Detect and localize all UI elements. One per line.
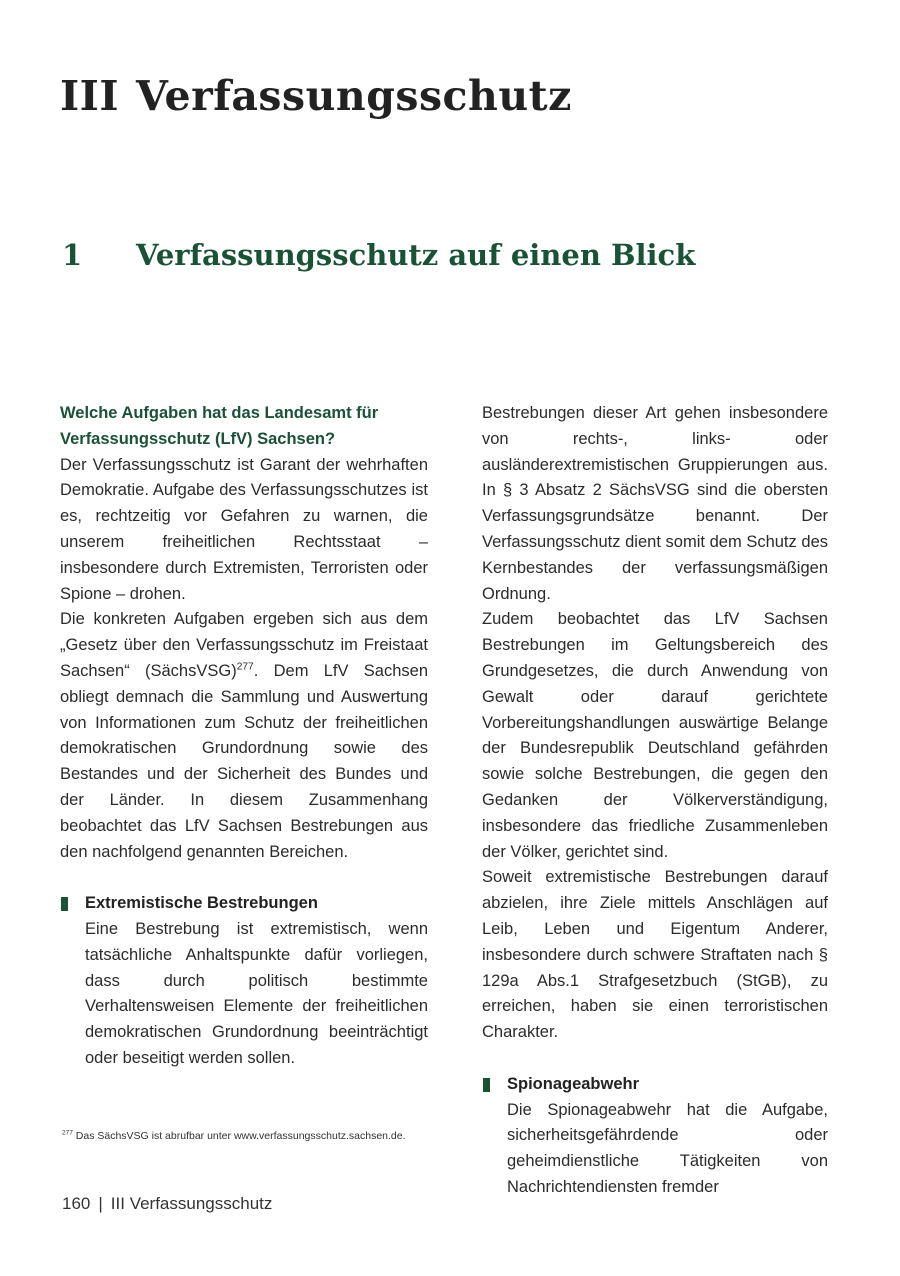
bullet-text: Die Spionageabwehr hat die Aufgabe, sicherheitsgefährdende oder geheimdienstliche Tätigkeiten von Nachrichtendiensten fremder: [507, 1100, 828, 1196]
square-bullet-icon: [61, 897, 68, 911]
right-column: [482, 401, 828, 1201]
paragraph-text: Die konkreten Aufgaben ergeben sich aus dem „Gesetz über den Verfassungsschutz im Freistaat Sachsen“ (SächsVSG): [60, 610, 428, 680]
section-question: Welche Aufgaben hat das Landesamt für Verfassungsschutz (LfV) Sachsen?: [60, 404, 379, 448]
footer-separator: |: [98, 1194, 103, 1213]
footnote-reference: 277: [236, 661, 254, 673]
bullet-heading: Extremistische Bestrebungen: [85, 894, 318, 913]
footnote-number: 277: [62, 1129, 73, 1137]
page-footer: [62, 1194, 272, 1214]
chapter-title-text: Verfassungsschutz auf einen Blick: [136, 238, 696, 272]
paragraph: Zudem beobachtet das LfV Sachsen Bestrebungen im Geltungsbereich des Grundgesetzes, die durch Anwendung von Gewalt oder darauf gerichtete Vorbereitungshandlungen auswärtige Belange der Bundesrepublik Deutschland gefährden sowie solche Bestrebungen, die gegen den Gedanken der Völkerverständigung, insbesondere das friedliche Zusammenleben der Völker, gerichtet sind.: [482, 610, 828, 861]
bullet-text: Eine Bestrebung ist extremistisch, wenn tatsächliche Anhaltspunkte dafür vorliegen, dass durch politisch bestimmte Verhaltensweisen Elemente der freiheitlichen demokratischen Grundordnung beeinträchtigt oder beseitigt werden sollen.: [85, 919, 428, 1067]
paragraph: Bestrebungen dieser Art gehen insbesondere von rechts-, links- oder ausländerextremistischen Gruppierungen aus. In § 3 Absatz 2 SächsVSG sind die obersten Verfassungsgrundsätze benannt. Der Verfassungsschutz dient somit dem Schutz des Kernbestandes der verfassungsmäßigen Ordnung.: [482, 404, 828, 603]
paragraph: Soweit extremistische Bestrebungen darauf abzielen, ihre Ziele mittels Anschlägen auf Leib, Leben und Eigentum Anderer, insbesondere durch schwere Straftaten nach § 129a Abs.1 Strafgesetzbuch (StGB), zu erreichen, haben sie einen terroristischen Charakter.: [482, 868, 828, 1042]
part-title: [60, 72, 572, 120]
paragraph-text: . Dem LfV Sachsen obliegt demnach die Sammlung und Auswertung von Informationen zum Schutz der freiheitlichen demokratischen Grundordnung sowie des Bestandes und der Sicherheit des Bundes und der Länder. In diesem Zusammenhang beobachtet das LfV Sachsen Bestrebungen aus den nachfolgend genannten Bereichen.: [60, 661, 428, 861]
square-bullet-icon: [483, 1078, 490, 1092]
chapter-title: [62, 238, 695, 272]
bullet-heading: Spionageabwehr: [507, 1074, 640, 1093]
footer-section: III Verfassungsschutz: [110, 1194, 273, 1213]
page-number: 160: [62, 1194, 91, 1213]
part-title-text: Verfassungsschutz: [136, 72, 572, 120]
footnote-text: Das SächsVSG ist abrufbar unter www.verfassungsschutz.sachsen.de.: [75, 1130, 406, 1142]
bullet-extremistische-bestrebungen: [60, 891, 428, 1072]
left-column: [60, 401, 428, 1072]
paragraph: Der Verfassungsschutz ist Garant der wehrhaften Demokratie. Aufgabe des Verfassungsschutzes ist es, rechtzeitig vor Gefahren zu warnen, die unserem freiheitlichen Rechtsstaat – insbesondere durch Extremisten, Terroristen oder Spione – drohen.: [60, 455, 428, 603]
paragraph: [60, 607, 428, 865]
bullet-spionageabwehr: [482, 1072, 828, 1201]
part-number: III: [60, 72, 120, 120]
footnote: [62, 1130, 406, 1142]
chapter-number: 1: [62, 238, 83, 272]
